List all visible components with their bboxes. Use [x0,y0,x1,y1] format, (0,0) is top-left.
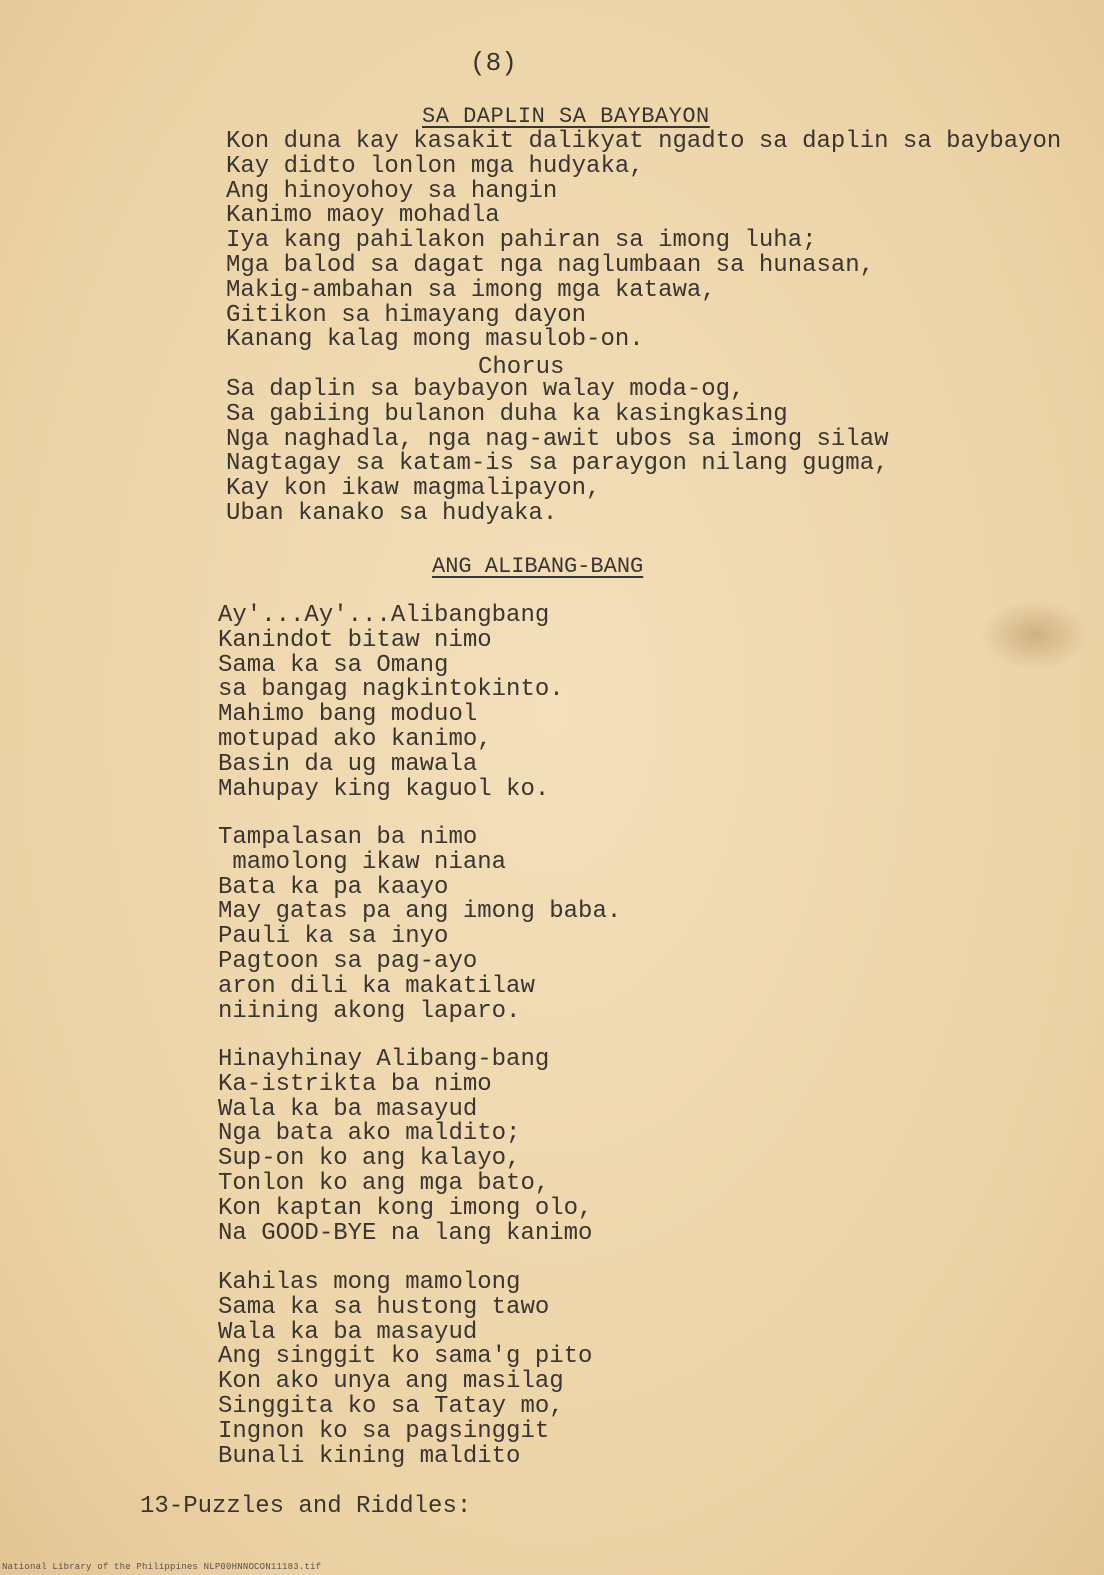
poem-line: Sa gabiing bulanon duha ka kasingkasing [226,400,788,428]
poem-line: Iya kang pahilakon pahiran sa imong luha; [226,227,817,255]
poem-line: Ingnon ko sa pagsinggit [218,1417,550,1445]
song2-stanza-2 [218,826,621,1024]
poem-line: Sama ka sa hustong tawo [218,1293,550,1321]
poem-line: sa bangag nagkintokinto. [218,676,564,704]
poem-line: Sup-on ko ang kalayo, [218,1145,521,1173]
poem-line: motupad ako kanimo, [218,725,492,753]
poem-line: Ang singgit ko sama'g pito [218,1343,593,1371]
poem-line: Nga bata ako maldito; [218,1120,521,1148]
poem-line: Mahupay king kaguol ko. [218,775,550,803]
song2-stanza-1 [218,604,564,802]
paper-stain [980,600,1090,670]
poem-line: Bunali kining maldito [218,1442,521,1470]
poem-line: Wala ka ba masayud [218,1095,478,1123]
poem-line: Pauli ka sa inyo [218,923,449,951]
poem-line: mamolong ikaw niana [218,848,507,876]
poem-line: Bata ka pa kaayo [218,873,449,901]
poem-line: Nga naghadla, nga nag-awit ubos sa imong silaw [226,425,889,453]
poem-line: Uban kanako sa hudyaka. [226,499,558,527]
poem-line: Pagtoon sa pag-ayo [218,947,478,975]
poem-line: Kanang kalag mong masulob-on. [226,326,644,354]
poem-line: Na GOOD-BYE na lang kanimo [218,1219,593,1247]
poem-line: Ay'...Ay'...Alibangbang [218,602,550,629]
poem-line: Kay didto lonlon mga hudyaka, [226,152,644,180]
poem-line: Makig-ambahan sa imong mga katawa, [226,276,716,304]
poem-line: Kanindot bitaw nimo [218,626,492,654]
song1-verse [226,130,1061,353]
poem-line: Sa daplin sa baybayon walay moda-og, [226,376,745,403]
poem-line: Wala ka ba masayud [218,1318,478,1346]
poem-line: Basin da ug mawala [218,750,478,778]
poem-line: Sama ka sa Omang [218,651,449,679]
footer-heading: 13-Puzzles and Riddles: [140,1493,472,1520]
page-number: (8) [470,48,517,78]
poem-line: May gatas pa ang imong baba. [218,898,622,926]
poem-line: Kay kon ikaw magmalipayon, [226,475,601,503]
poem-line: Kon duna kay kasakit dalikyat ngadto sa daplin sa baybayon [226,128,1062,155]
poem-line: Tonlon ko ang mga bato, [218,1169,550,1197]
song2-stanza-3 [218,1048,592,1246]
song1-chorus [226,378,889,527]
song2-stanza-4 [218,1271,592,1469]
poem-line: Kahilas mong mamolong [218,1269,521,1296]
poem-line: Tampalasan ba nimo [218,824,478,851]
poem-line: Mahimo bang moduol [218,701,478,729]
poem-line: Kanimo maoy mohadla [226,202,500,230]
poem-line: Kon ako unya ang masilag [218,1368,564,1396]
poem-line: aron dili ka makatilaw [218,972,535,1000]
poem-line: Ang hinoyohoy sa hangin [226,177,558,205]
poem-line: Nagtagay sa katam-is sa paraygon nilang gugma, [226,450,889,478]
poem-line: Ka-istrikta ba nimo [218,1070,492,1098]
poem-line: Singgita ko sa Tatay mo, [218,1392,564,1420]
song2-title: ANG ALIBANG-BANG [432,554,644,579]
poem-line: Hinayhinay Alibang-bang [218,1046,550,1073]
scan-credit: National Library of the Philippines NLP00HNNOCON11183.tif [2,1562,322,1572]
poem-line: niining akong laparo. [218,997,521,1025]
poem-line: Mga balod sa dagat nga naglumbaan sa hunasan, [226,251,875,279]
song1-title: SA DAPLIN SA BAYBAYON [422,104,710,129]
poem-line: Gitikon sa himayang dayon [226,301,587,329]
poem-line: Kon kaptan kong imong olo, [218,1194,593,1222]
chorus-label: Chorus [478,354,565,381]
